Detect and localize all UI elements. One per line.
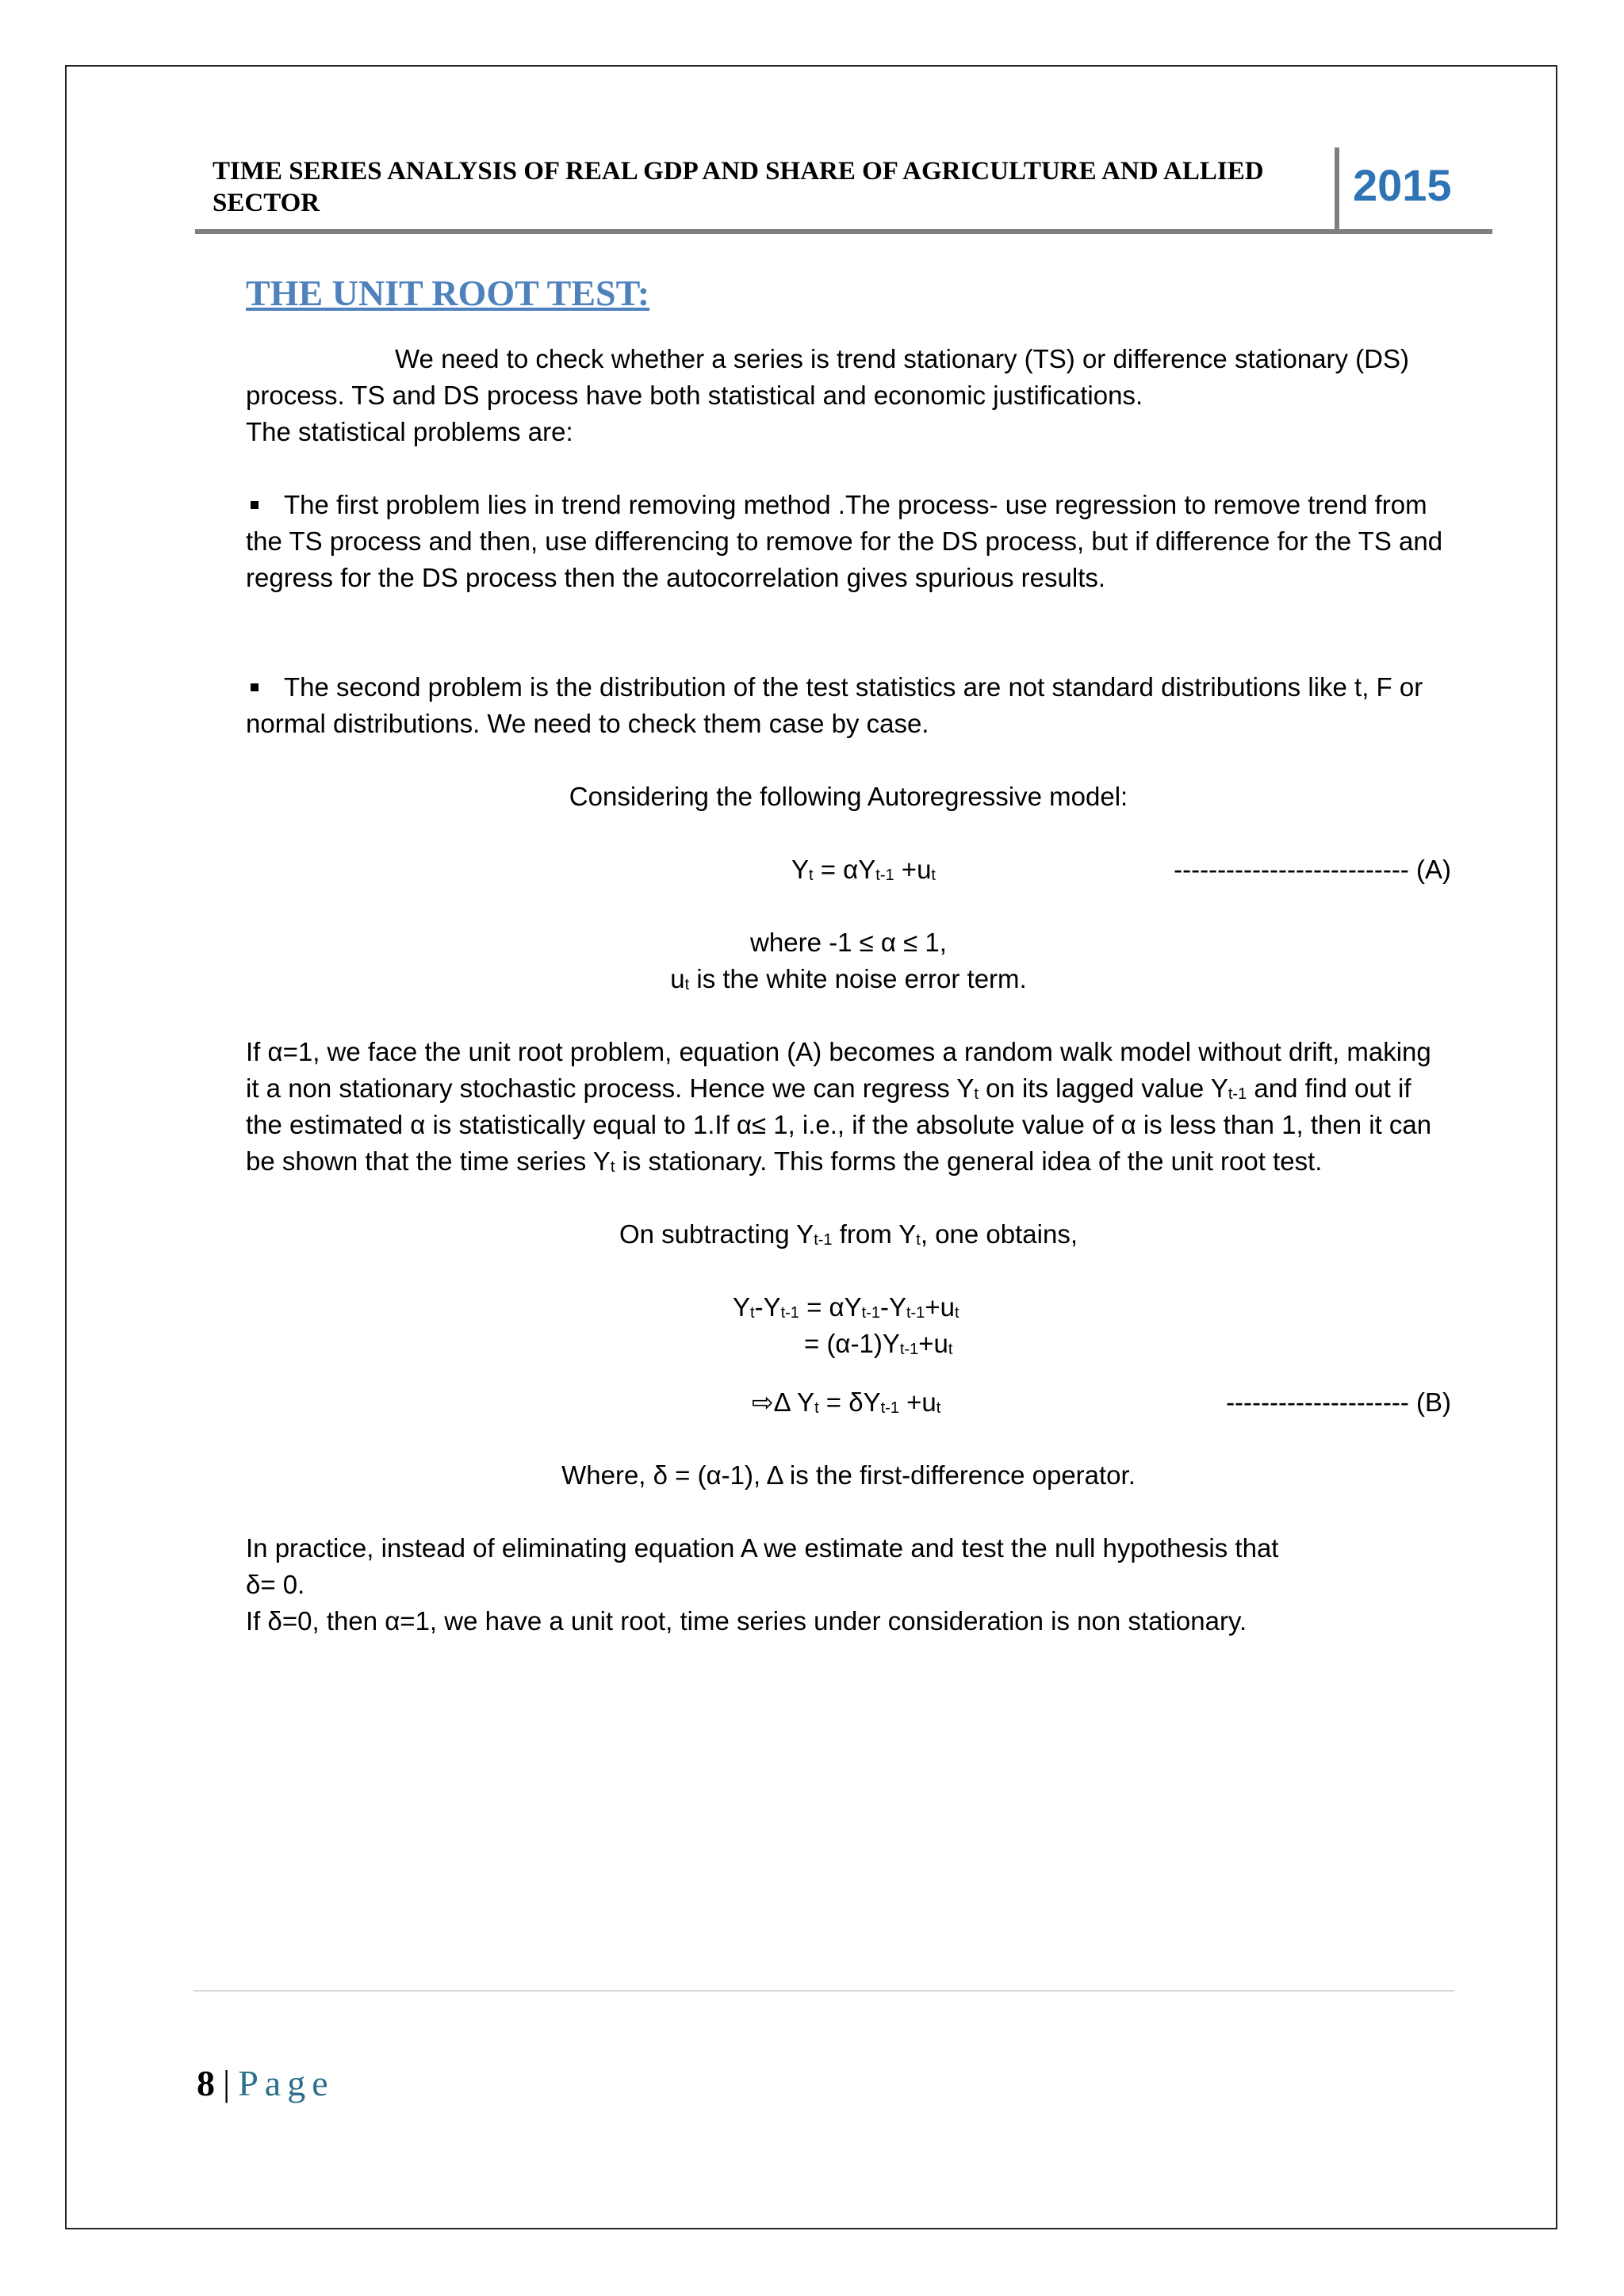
equation-b-label: --------------------- (B) xyxy=(1226,1387,1451,1417)
footer-rule xyxy=(193,1990,1454,1992)
practice-paragraph: In practice, instead of eliminating equation A we estimate and test the null hypothesis that xyxy=(246,1533,1279,1563)
equation-b-expression: ⇨Δ $Y_t = \delta Y_{t-1} +u_t$ xyxy=(752,1387,941,1417)
document-title: TIME SERIES ANALYSIS OF REAL GDP AND SHARE OF AGRICULTURE AND ALLIED SECTOR xyxy=(213,157,1264,217)
bullet-square-icon xyxy=(251,683,259,691)
bullet-square-icon xyxy=(251,501,259,509)
bullet-text: The first problem lies in trend removing method .The process- use regression to remove trend from the TS process and then, use differencing to remove for the DS process, but if difference for the TS and regress for the DS process then the autocorrelation gives spurious results. xyxy=(246,490,1443,592)
where-alpha-range: where -1 ≤ α ≤ 1, xyxy=(750,928,947,957)
page-number: 8 xyxy=(197,2063,215,2103)
equation-a-label: --------------------------- (A) xyxy=(1174,855,1451,884)
page-body xyxy=(246,270,1451,1640)
section-title: THE UNIT ROOT TEST: xyxy=(246,273,650,313)
header-rule xyxy=(195,229,1492,234)
equation-b xyxy=(246,1384,1451,1421)
equation-a xyxy=(246,851,1451,888)
where-noise-term: $u_t$ is the white noise error term. xyxy=(670,964,1027,993)
subtracting-line: On subtracting $Y_{t-1}$ from $Y_t$, one obtains, xyxy=(619,1219,1078,1249)
page-label: Page xyxy=(238,2063,335,2103)
where-delta-line: Where, δ = (α-1), Δ is the first-difference operator. xyxy=(561,1460,1136,1490)
unit-root-paragraph: If α=1, we face the unit root problem, equation (A) becomes a random walk model without drift, making it a non stationary stochastic process. Hence we can regress $Y_t$ on its lagged value $Y_{t-1}$ and find out if the estimated α is statistically equal to 1.If α≤ 1, i.e., if the absolute value of α is less than 1, then it can be shown that the time series $Y_t$ is stationary. This forms the general idea of the unit root test. xyxy=(246,1037,1432,1176)
bullet-item xyxy=(246,487,1451,596)
equation-b-step1: $Y_t-Y_{t-1} = \alpha Y_{t-1}-Y_{t-1}+u_t$ xyxy=(733,1292,959,1322)
header-divider xyxy=(1335,147,1339,233)
equation-a-expression: $Y_t = \alpha Y_{t-1} +u_t$ xyxy=(791,855,936,884)
footer-separator: | xyxy=(223,2063,231,2103)
bullet-item xyxy=(246,669,1451,742)
page-footer xyxy=(197,2061,335,2106)
bullet-text: The second problem is the distribution of the test statistics are not standard distributions like t, F or normal distributions. We need to check them case by case. xyxy=(246,672,1423,738)
intro-problems-line: The statistical problems are: xyxy=(246,417,573,446)
document-year: 2015 xyxy=(1353,160,1452,210)
intro-paragraph: We need to check whether a series is trend stationary (TS) or difference stationary (DS) process. TS and DS process have both statistical and economic justifications. xyxy=(246,344,1410,410)
implies-arrow-icon: ⇨ xyxy=(752,1387,774,1417)
practice-null-hypothesis: δ= 0. xyxy=(246,1570,305,1599)
equation-b-step2: = $(\alpha-1)Y_{t-1}+u_t$ xyxy=(804,1329,953,1358)
practice-conclusion: If δ=0, then α=1, we have a unit root, time series under consideration is non stationary. xyxy=(246,1606,1247,1636)
considering-line: Considering the following Autoregressive model: xyxy=(569,782,1128,811)
